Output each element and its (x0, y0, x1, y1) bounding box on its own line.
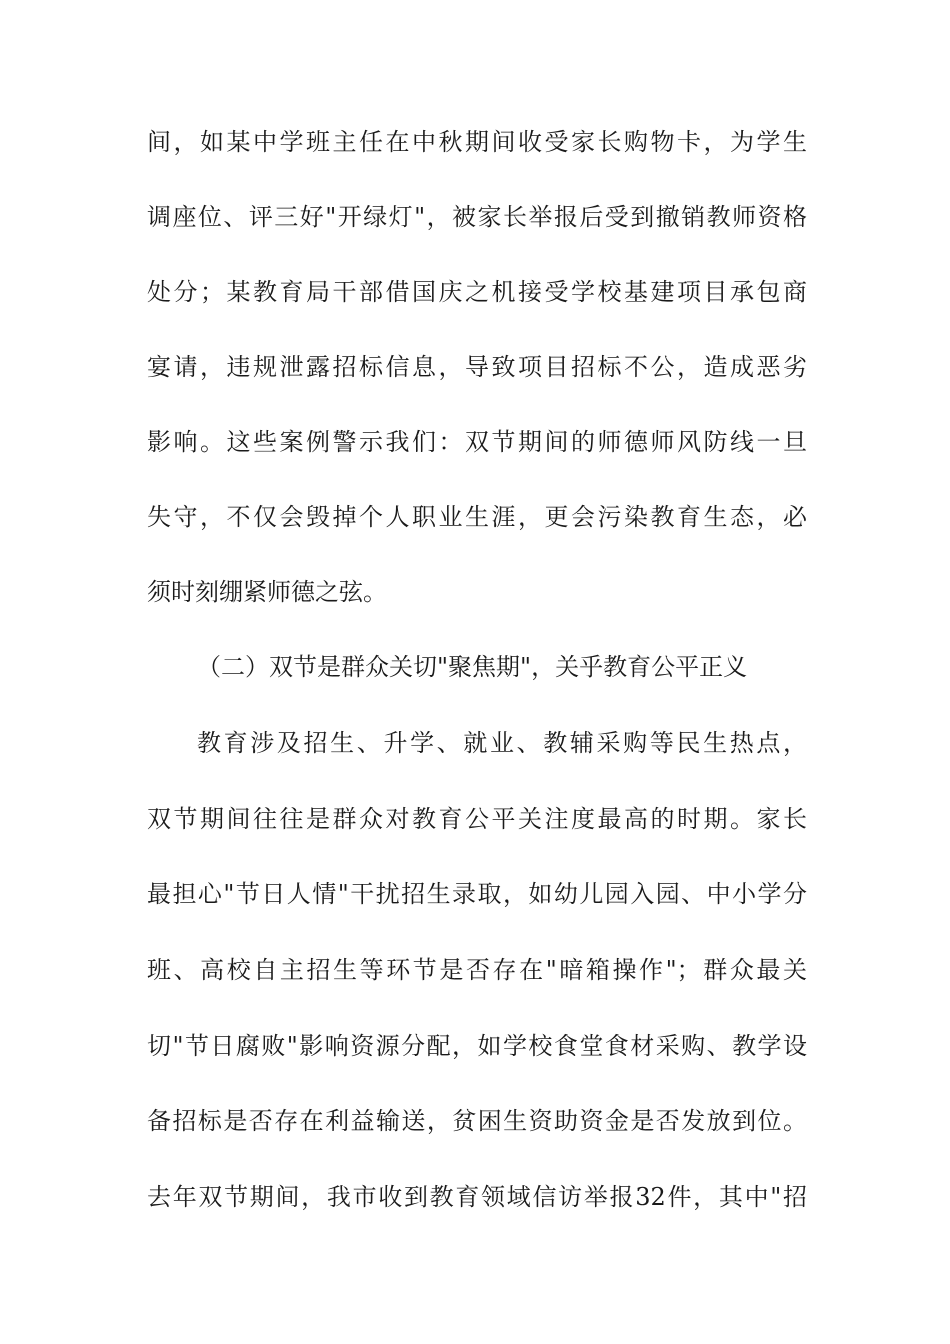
paragraph-2-line-5: 切"节日腐败"影响资源分配，如学校食堂食材采购、教学设 (147, 1032, 807, 1060)
paragraph-1-line-2: 调座位、评三好"开绿灯"，被家长举报后受到撤销教师资格 (147, 203, 807, 231)
section-heading: （二）双节是群众关切"聚焦期"，关乎教育公平正义 (197, 653, 748, 681)
paragraph-2-line-7: 去年双节期间，我市收到教育领域信访举报32件，其中"招 (147, 1183, 807, 1211)
paragraph-2-line-1: 教育涉及招生、升学、就业、教辅采购等民生热点， (197, 729, 807, 757)
paragraph-2-line-2: 双节期间往往是群众对教育公平关注度最高的时期。家长 (147, 805, 807, 833)
paragraph-2-line-3: 最担心"节日人情"干扰招生录取，如幼儿园入园、中小学分 (147, 880, 807, 908)
paragraph-2-line-4: 班、高校自主招生等环节是否存在"暗箱操作"；群众最关 (147, 956, 807, 984)
paragraph-1-line-5: 影响。这些案例警示我们：双节期间的师德师风防线一旦 (147, 428, 807, 456)
paragraph-1-line-4: 宴请，违规泄露招标信息，导致项目招标不公，造成恶劣 (147, 353, 807, 381)
paragraph-1-line-3: 处分；某教育局干部借国庆之机接受学校基建项目承包商 (147, 278, 807, 306)
paragraph-1-line-7: 须时刻绷紧师德之弦。 (147, 578, 387, 606)
paragraph-1-line-1: 间，如某中学班主任在中秋期间收受家长购物卡，为学生 (147, 128, 807, 156)
paragraph-2-line-6: 备招标是否存在利益输送，贫困生资助资金是否发放到位。 (147, 1107, 807, 1135)
paragraph-1-line-6: 失守，不仅会毁掉个人职业生涯，更会污染教育生态，必 (147, 503, 807, 531)
